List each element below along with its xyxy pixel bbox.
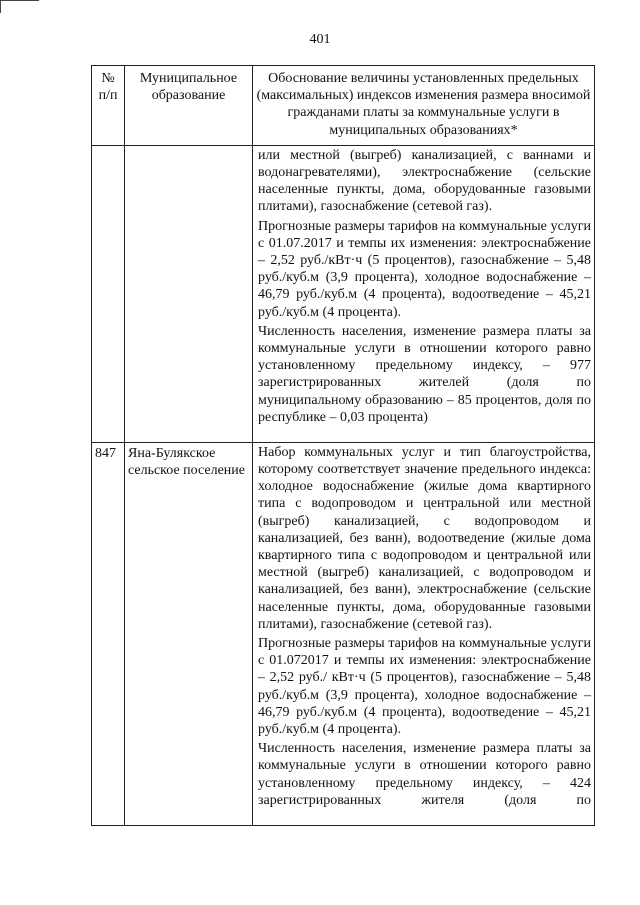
scan-corner-mark (0, 0, 39, 13)
page-number: 401 (309, 32, 331, 47)
header-num: № п/п (92, 66, 125, 146)
justification-paragraph: Прогнозные размеры тарифов на коммунальные услуги с 01.072017 и темпы их изменения: электроснабжение – 2,52 руб./ кВт·ч (5 процентов), газоснабжение – 5,48 руб./куб.м (3,9 процента), холодное водоснабжение – 46,79 руб./куб.м (4 процента), водоотведение – 45,21 руб./куб.м (4 процента). (258, 636, 591, 738)
justification-paragraph: или местной (выгреб) канализацией, с ваннами и водонагревателями), электроснабжение (сельские населенные пункты, дома, оборудованные газовыми плитами), газоснабжение (сетевой газ). (258, 147, 591, 215)
row-justification (253, 145, 595, 442)
tariff-justification-table (91, 65, 595, 826)
row-number (92, 145, 125, 442)
justification-paragraph: Численность населения, изменение размера платы за коммунальные услуги в отношении которого равно установленному предельному индексу, – 977 зарегистрированных жителей (доля по муниципальному образованию – 85 процентов, доля по республике – 0,03 процента) (258, 323, 591, 425)
justification-paragraph: Набор коммунальных услуг и тип благоустройства, которому соответствует значение предельного индекса: холодное водоснабжение (жилые дома квартирного типа с водопроводом и центральной или местной (выгреб) канализацией, с водопроводом и канализацией, без ванн), водоотведение (жилые дома квартирного типа с водопроводом и центральной или местной (выгреб) канализацией, с водопроводом и канализацией, без ванн), электроснабжение (сельские населенные пункты, дома, оборудованные газовыми плитами), газоснабжение (сетевой газ). (258, 444, 591, 632)
row-justification (253, 442, 595, 825)
row-municipality (125, 145, 253, 442)
row-municipality: Яна-Булякское сельское поселение (125, 442, 253, 825)
table-row (92, 145, 595, 442)
row-number: 847 (92, 442, 125, 825)
justification-paragraph: Прогнозные размеры тарифов на коммунальные услуги с 01.07.2017 и темпы их изменения: электроснабжение – 2,52 руб./кВт·ч (5 процентов), газоснабжение – 5,48 руб./куб.м (3,9 процента), холодное водоснабжение – 46,79 руб./куб.м (4 процента), водоотведение – 45,21 руб./куб.м (4 процента). (258, 218, 591, 320)
table-header-row (92, 66, 595, 146)
justification-paragraph: Численность населения, изменение размера платы за коммунальные услуги в отношении которого равно установленному предельному индексу, – 424 зарегистрированных жителя (доля по (258, 741, 591, 808)
table-row (92, 442, 595, 825)
header-municipality: Муниципальное образование (125, 66, 253, 146)
header-justification: Обоснование величины установленных предельных (максимальных) индексов изменения размера вносимой гражданами платы за коммунальные услуги в муниципальных образованиях* (253, 66, 595, 146)
